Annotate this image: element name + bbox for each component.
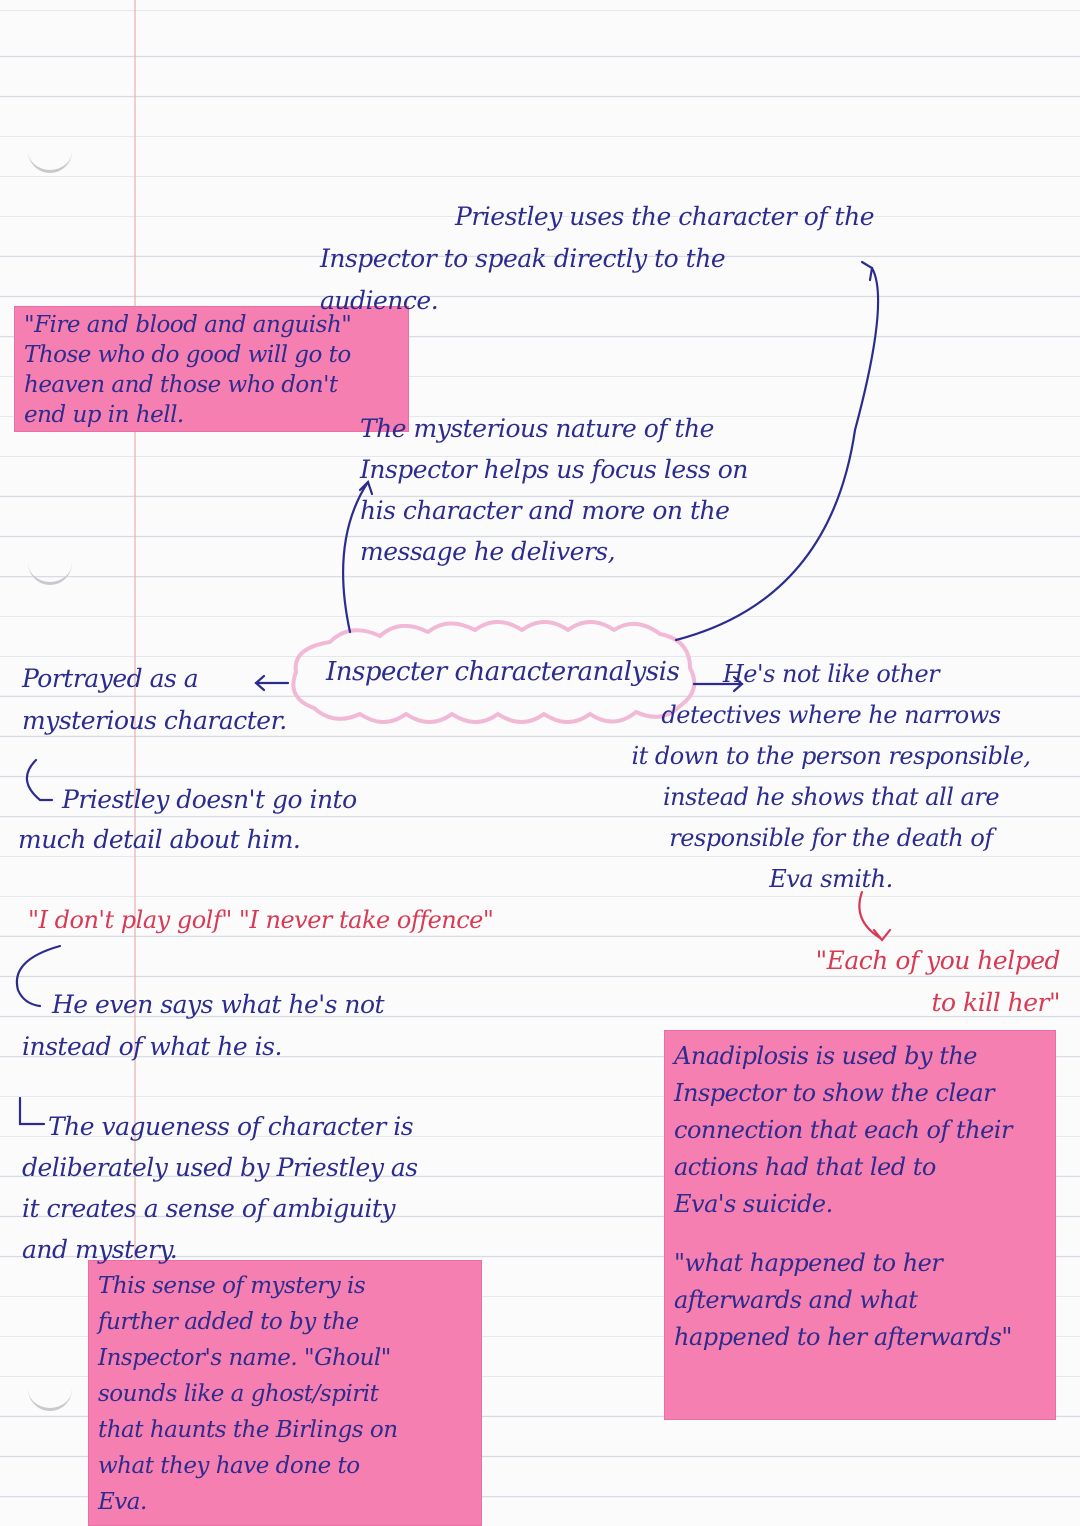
center-title: Inspecter characteranalysis: [326, 657, 680, 687]
sticky-note-quote-happened: "what happened to her afterwards and what happened to her afterwards": [674, 1249, 1012, 1351]
sticky-note-anadiplosis-text: Anadiplosis is used by the Inspector to show the clear connection that each of their actions had that led to Eva's suicide.: [674, 1042, 1012, 1218]
top-text: Priestley uses the character of the Inspector to speak directly to the audience.: [320, 202, 874, 315]
even-says-text: He even says what he's not instead of what he is.: [22, 990, 385, 1061]
sticky-note-fire-and-blood-text: "Fire and blood and anguish" Those who do good will go to heaven and those who don't end up in hell.: [24, 312, 352, 428]
quote-golf: "I don't play golf" "I never take offence": [28, 906, 494, 934]
mysterious-nature-text: The mysterious nature of the Inspector helps us focus less on his character and more on the message he delivers,: [360, 414, 748, 566]
sticky-note-ghoul-text: This sense of mystery is further added to by the Inspector's name. "Ghoul" sounds like a ghost/spirit that haunts the Birlings on what they have done to Eva.: [98, 1273, 398, 1515]
not-like-others-text: He's not like other detectives where he narrows it down to the person responsible, instead he shows that all are responsible for the death of Eva smith.: [631, 660, 1031, 893]
priestley-detail-text: Priestley doesn't go into much detail about him.: [18, 785, 357, 854]
vagueness-text: The vagueness of character is deliberately used by Priestley as it creates a sense of ambiguity and mystery.: [22, 1112, 418, 1264]
quote-each-helped: "Each of you helped to kill her": [815, 946, 1060, 1017]
portrayed-text: Portrayed as a mysterious character.: [22, 664, 287, 735]
